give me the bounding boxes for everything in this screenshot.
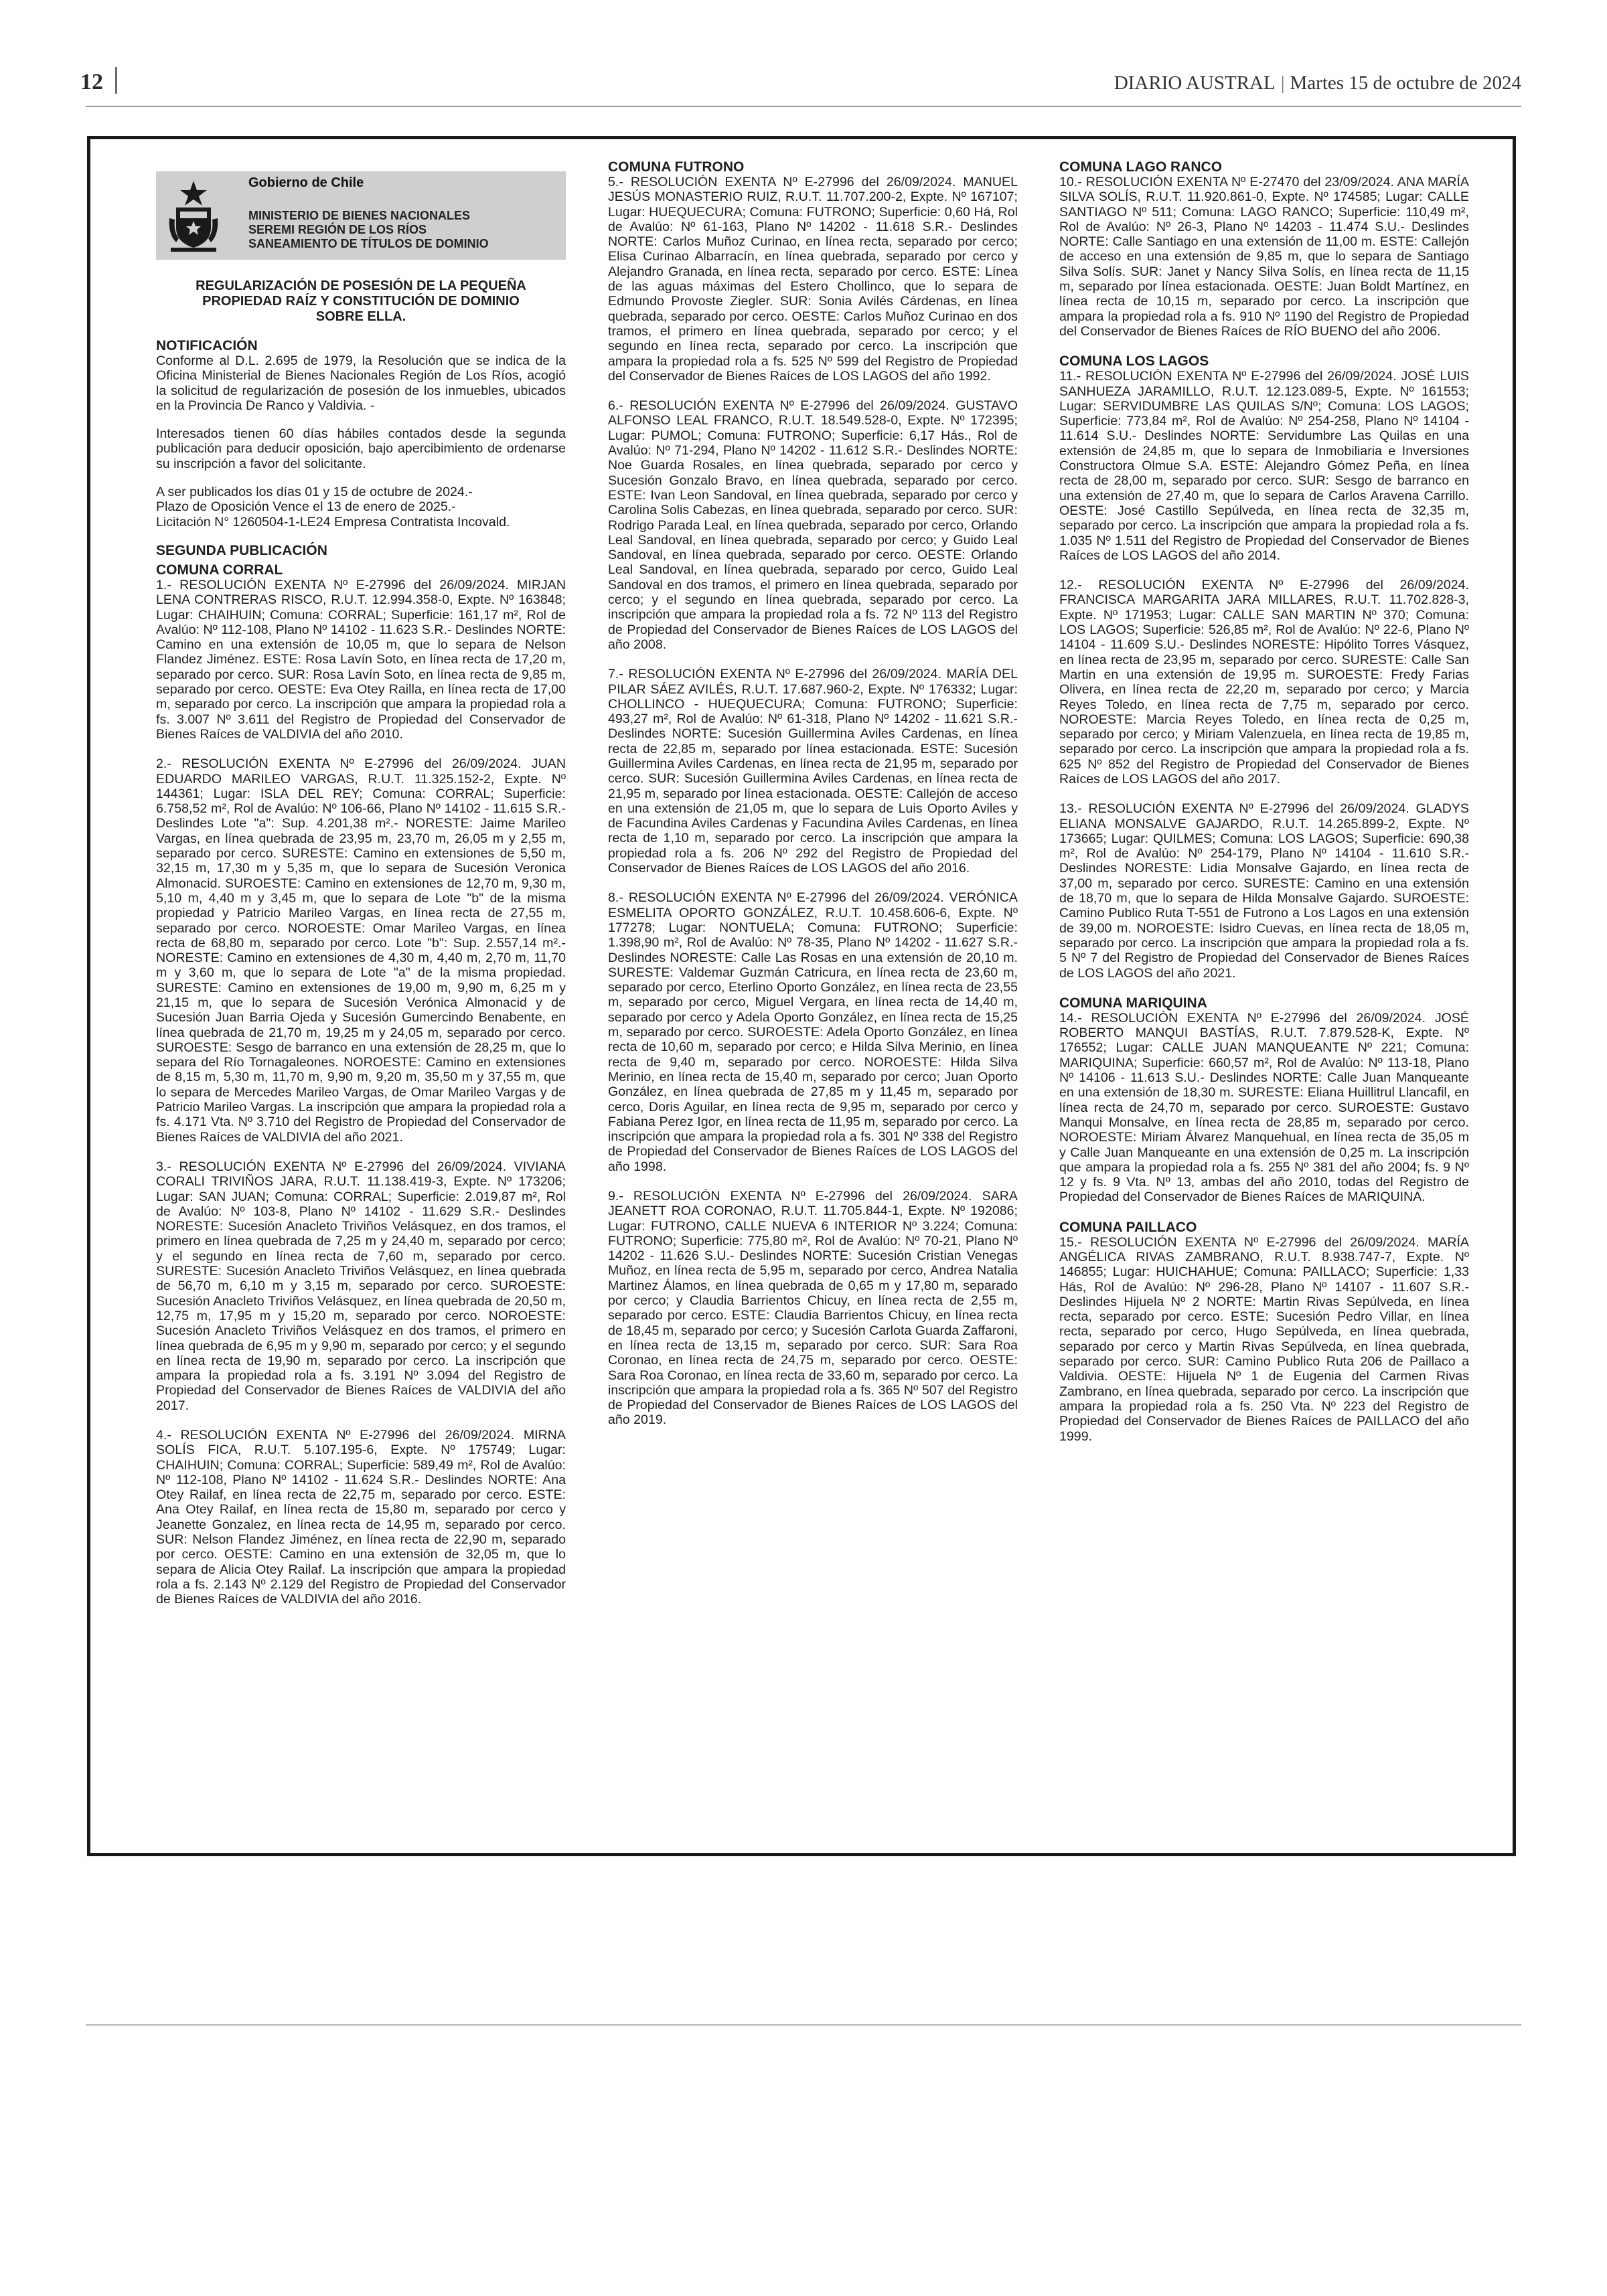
publication-name: DIARIO AUSTRAL xyxy=(1114,72,1276,94)
resolution-entry: 15.- RESOLUCIÓN EXENTA Nº E-27996 del 26/09/2024. MARÍA ANGÉLICA RIVAS ZAMBRANO, R.U.T. 8.938.747-7, Expte. Nº 146855; Lugar: HUICHAHUE; Comuna: PAILLACO; Superficie: 1,33 Hás, Rol de Avalúo: Nº 296-28, Plano Nº 14107 - 11.607 S.R.- Deslindes Hijuela Nº 2 NORTE: Martin Rivas Sepúlveda, en línea recta, separado por cerco. ESTE: Sucesión Pedro Villar, en línea recta, separado por cerco, Hugo Sepúlveda, en línea quebrada, separado por cerco y Martin Rivas Sepúlveda, en línea quebrada, separado por cerco. SUR: Camino Publico Ruta 206 de Paillaco a Valdivia. OESTE: Hijuela Nº 1 de Eugenia del Carmen Rivas Zambrano, en línea quebrada, separado por cerco. La inscripción que ampara la propiedad rola a fs. 250 Vta. Nº 223 del Registro de Propiedad del Conservador de Bienes Raíces de PAILLACO del año 1999. xyxy=(1059,1234,1469,1444)
resolution-entry: 12.- RESOLUCIÓN EXENTA Nº E-27996 del 26/09/2024. FRANCISCA MARGARITA JARA MILLARES, R.U.T. 11.702.828-3, Expte. Nº 171953; Lugar: CALLE SAN MARTIN Nº 370; Comuna: LOS LAGOS; Superficie: 526,85 m², Rol de Avalúo: Nº 22-6, Plano Nº 14104 - 11.609 S.U.- Deslindes NORESTE: Hipólito Torres Vásquez, en línea recta de 23,95 m, separado por cerco. SURESTE: Calle San Martin en una extensión de 19,95 m. SUROESTE: Fredy Farias Olivera, en línea recta de 22,20 m, separado por cerco; y Marcia Reyes Toledo, en línea recta de 7,75 m, separado por cerco. NOROESTE: Marcia Reyes Toledo, en línea recta de 0,25 m, separado por cerco; y Miriam Valenzuela, en línea recta de 19,85 m, separado por cerco. La inscripción que ampara la propiedad rola a fs. 625 Nº 852 del Registro de Propiedad del Conservador de Bienes Raíces de LOS LAGOS del año 2017. xyxy=(1059,578,1469,787)
ministry-name: MINISTERIO DE BIENES NACIONALES xyxy=(248,209,471,222)
column-2-communes xyxy=(608,159,1018,1428)
department-name: SANEAMIENTO DE TÍTULOS DE DOMINIO xyxy=(248,237,489,250)
government-header xyxy=(156,171,566,260)
column-1-communes xyxy=(156,562,566,1607)
ministry-block xyxy=(248,209,556,251)
page-number-divider xyxy=(115,67,117,94)
publication-label: SEGUNDA PUBLICACIÓN xyxy=(156,542,327,558)
notification-heading: NOTIFICACIÓN xyxy=(156,338,258,353)
resolution-entry: 9.- RESOLUCIÓN EXENTA Nº E-27996 del 26/09/2024. SARA JEANETT ROA CORONAO, R.U.T. 11.705.844-1, Expte. Nº 192086; Lugar: FUTRONO, CALLE NUEVA 6 INTERIOR Nº 3.224; Comuna: FUTRONO; Superficie: 775,80 m², Rol de Avalúo: Nº 70-21, Plano Nº 14202 - 11.626 S.U.- Deslindes NORTE: Sucesión Cristian Venegas Muñoz, en línea recta de 5,95 m, separado por cerco, Andrea Natalia Martinez Álamos, en línea quebrada de 0,65 m y 17,80 m, separado por cerco; y Claudia Barrientos Chicuy, en línea recta de 2,55 m, separado por cerco. ESTE: Claudia Barrientos Chicuy, en línea recta de 18,45 m, separado por cerco; y Sucesión Carlota Guarda Zaffaroni, en línea recta de 13,15 m, separado por cerco. SUR: Sara Roa Coronao, en línea recta de 24,75 m, separado por cerco. OESTE: Sara Roa Coronao, en línea recta de 33,60 m, separado por cerco. La inscripción que ampara la propiedad rola a fs. 365 Nº 507 del Registro de Propiedad del Conservador de Bienes Raíces de LOS LAGOS del año 2019. xyxy=(608,1189,1018,1428)
resolution-entry: 3.- RESOLUCIÓN EXENTA Nº E-27996 del 26/09/2024. VIVIANA CORALI TRIVIÑOS JARA, R.U.T. 11.138.419-3, Expte. Nº 173206; Lugar: SAN JUAN; Comuna: CORRAL; Superficie: 2.019,87 m², Rol de Avalúo: Nº 103-8, Plano Nº 14102 - 11.629 S.R.- Deslindes NORESTE: Sucesión Anacleto Triviños Velásquez, en dos tramos, el primero en línea quebrada de 7,25 m y 24,40 m, separado por cerco; y el segundo en línea recta de 7,60 m, separado por cerco. SURESTE: Sucesión Anacleto Triviños Velásquez, en línea quebrada de 56,70 m, 6,10 m y 3,15 m, separado por cerco. SUROESTE: Sucesión Anacleto Triviños Velásquez, en línea quebrada de 20,50 m, 12,75 m, 17,95 m y 15,20 m, separado por cerco. NOROESTE: Sucesión Anacleto Triviños Velásquez en dos tramos, el primero en línea quebrada de 6,95 m y 9,90 m, separado por cerco; y el segundo en línea recta de 19,90 m, separado por cerco. La inscripción que ampara la propiedad rola a fs. 3.191 Nº 3.094 del Registro de Propiedad del Conservador de Bienes Raíces de VALDIVIA del año 2017. xyxy=(156,1159,566,1413)
notice-column-1 xyxy=(156,171,566,1622)
footer-rule xyxy=(86,2024,1521,2026)
commune-heading: COMUNA CORRAL xyxy=(156,562,283,578)
header-rule xyxy=(86,106,1521,107)
column-3-communes xyxy=(1059,159,1469,1444)
commune-heading: COMUNA LAGO RANCO xyxy=(1059,159,1223,175)
resolution-entry: 6.- RESOLUCIÓN EXENTA Nº E-27996 del 26/09/2024. GUSTAVO ALFONSO LEAL FRANCO, R.U.T. 18.549.528-0, Expte. Nº 172395; Lugar: PUMOL; Comuna: FUTRONO; Superficie: 6,17 Hás., Rol de Avalúo: Nº 71-294, Plano Nº 14202 - 11.612 S.R.- Deslindes NORTE: Noe Guarda Rosales, en línea quebrada, separado por cerco y Sucesión Gonzalo Bravo, en línea quebrada, separado por cerco. ESTE: Ivan Leon Sandoval, en línea quebrada, separado por cerco y Carolina Solis Cabezas, en línea quebrada, separado por cerco. SUR: Rodrigo Parada Leal, en línea quebrada, separado por cerco, Orlando Leal Sandoval, en línea quebrada, separado por cerco; y Guido Leal Sandoval, en línea quebrada, separado por cerco. OESTE: Orlando Leal Sandoval, en línea quebrada, separado por cerco, Guido Leal Sandoval en dos tramos, el primero en línea quebrada, separado por cerco; y el segundo en línea quebrada, separado por cerco. La inscripción que ampara la propiedad rola a fs. 72 Nº 113 del Registro de Propiedad del Conservador de Bienes Raíces de LOS LAGOS del año 2008. xyxy=(608,398,1018,652)
resolution-entry: 7.- RESOLUCIÓN EXENTA Nº E-27996 del 26/09/2024. MARÍA DEL PILAR SÁEZ AVILÉS, R.U.T. 17.687.960-2, Expte. Nº 176332; Lugar: CHOLLINCO - HUEQUECURA; Comuna: FUTRONO; Superficie: 493,27 m², Rol de Avalúo: Nº 61-318, Plano Nº 14202 - 11.621 S.R.- Deslindes NORTE: Sucesión Guillermina Aviles Cardenas, en línea recta de 22,85 m, separado por línea estacionada. ESTE: Sucesión Guillermina Aviles Cardenas, en línea recta de 21,95 m, separado por cerco. SUR: Sucesión Guillermina Aviles Cardenas, en línea recta de 21,95 m, separado por línea estacionada. OESTE: Callejón de acceso en una extensión de 21,05 m, que lo separa de Luis Oporto Aviles y de Facundina Aviles Cardenas y Facundina Aviles Cardenas, en línea recta de 1,10 m, separado por cerco. La inscripción que ampara la propiedad rola a fs. 206 Nº 292 del Registro de Propiedad del Conservador de Bienes Raíces de LOS LAGOS del año 2016. xyxy=(608,667,1018,876)
legal-notice-box xyxy=(87,136,1516,1856)
notification-text: Conforme al D.L. 2.695 de 1979, la Resolución que se indica de la Oficina Ministerial de Bienes Nacionales Región de Los Ríos, acogió la solicitud de regularización de posesión de los inmuebles, ubicados en la Provincia De Ranco y Valdivia. - xyxy=(156,353,566,413)
resolution-entry: 13.- RESOLUCIÓN EXENTA Nº E-27996 del 26/09/2024. GLADYS ELIANA MONSALVE GAJARDO, R.U.T. 14.265.899-2, Expte. Nº 173665; Lugar: QUILMES; Comuna: LOS LAGOS; Superficie: 690,38 m², Rol de Avalúo: Nº 254-179, Plano Nº 14104 - 11.610 S.R.- Deslindes NORESTE: Lidia Monsalve Gajardo, en línea recta de 37,00 m, separado por cerco. SURESTE: Camino en una extensión de 18,70 m, que lo separa de Hilda Monsalve Gajardo. SUROESTE: Camino Publico Ruta T-551 de Futrono a Los Lagos en una extensión de 39,00 m. NOROESTE: Isidro Cuevas, en línea recta de 18,05 m, separado por cerco. La inscripción que ampara la propiedad rola a fs. 5 Nº 7 del Registro de Propiedad del Conservador de Bienes Raíces de LOS LAGOS del año 2021. xyxy=(1059,801,1469,981)
resolution-entry: 5.- RESOLUCIÓN EXENTA Nº E-27996 del 26/09/2024. MANUEL JESÚS MONASTERIO RUIZ, R.U.T. 11.707.200-2, Expte. Nº 167107; Lugar: HUEQUECURA; Comuna: FUTRONO; Superficie: 0,60 Há, Rol de Avalúo: Nº 61-163, Plano Nº 14202 - 11.618 S.R.- Deslindes NORTE: Carlos Muñoz Curinao, en línea recta, separado por cerco; Elisa Curinao Albarracín, en línea quebrada, separado por cerco y Alejandro Granada, en línea recta, separado por cerco. ESTE: Línea de las aguas máximas del Estero Chollinco, que lo separa de Edmundo Provoste Ziegler. SUR: Sonia Avilés Cárdenas, en línea quebrada, separado por cerco. OESTE: Carlos Muñoz Curinao en dos tramos, el primero en línea quebrada, separado por cerco; y el segundo en línea recta, separado por cerco. La inscripción que ampara la propiedad rola a fs. 525 Nº 599 del Registro de Propiedad del Conservador de Bienes Raíces de LOS LAGOS del año 1992. xyxy=(608,175,1018,384)
resolution-entry: 14.- RESOLUCIÓN EXENTA Nº E-27996 del 26/09/2024. JOSÉ ROBERTO MANQUI BASTÍAS, R.U.T. 7.879.528-K, Expte. Nº 176552; Lugar: CALLE JUAN MANQUEANTE Nº 221; Comuna: MARIQUINA; Superficie: 660,57 m², Rol de Avalúo: Nº 113-18, Plano Nº 14106 - 11.613 S.U.- Deslindes NORTE: Calle Juan Manqueante en una extensión de 18,30 m. SURESTE: Eliana Huillitrul Llancafil, en línea recta de 24,70 m, separado por cerco. SUROESTE: Gustavo Manqui Monsalve, en línea recta de 28,85 m, separado por cerco. NOROESTE: Miriam Álvarez Manquehual, en línea recta de 35,05 m y Calle Juan Manqueante en una extensión de 0,25 m. La inscripción que ampara la propiedad rola a fs. 255 Nº 381 del año 2004; fs. 9 Nº 12 y fs. 9 Vta. Nº 13, ambas del año 2010, todas del Registro de Propiedad del Conservador de Bienes Raíces de MARIQUINA. xyxy=(1059,1010,1469,1205)
tender-reference: Licitación N° 1260504-1-LE24 Empresa Contratista Incovald. xyxy=(156,514,510,529)
commune-heading: COMUNA MARIQUINA xyxy=(1059,995,1207,1011)
commune-heading: COMUNA LOS LAGOS xyxy=(1059,353,1209,370)
chile-coat-of-arms-icon xyxy=(167,178,220,253)
page-number: 12 xyxy=(80,70,103,94)
resolution-entry: 4.- RESOLUCIÓN EXENTA Nº E-27996 del 26/09/2024. MIRNA SOLÍS FICA, R.U.T. 5.107.195-6, Expte. Nº 175749; Lugar: CHAIHUIN; Comuna: CORRAL; Superficie: 589,49 m², Rol de Avalúo: Nº 112-108, Plano Nº 14102 - 11.624 S.R.- Deslindes NORTE: Ana Otey Railaf, en línea recta de 22,75 m, separado por cerco. ESTE: Ana Otey Railaf, en línea recta de 15,80 m, separado por cerco y Jeanette Gonzalez, en línea recta de 14,95 m, separado por cerco. SUR: Nelson Flandez Jiménez, en línea recta de 22,90 m, separado por cerco. OESTE: Camino en una extensión de 32,05 m, que lo separa de Alicia Otey Railaf. La inscripción que ampara la propiedad rola a fs. 2.143 Nº 2.129 del Registro de Propiedad del Conservador de Bienes Raíces de VALDIVIA del año 2016. xyxy=(156,1428,566,1607)
resolution-entry: 2.- RESOLUCIÓN EXENTA Nº E-27996 del 26/09/2024. JUAN EDUARDO MARILEO VARGAS, R.U.T. 11.325.152-2, Expte. Nº 144361; Lugar: ISLA DEL REY; Comuna: CORRAL; Superficie: 6.758,52 m², Rol de Avalúo: Nº 106-66, Plano Nº 14102 - 11.615 S.R.- Deslindes Lote "a": Sup. 4.201,38 m².- NORESTE: Jaime Marileo Vargas, en línea quebrada de 23,95 m, 23,70 m, 26,05 m y 2,55 m, separado por cerco. SURESTE: Camino en extensiones de 5,50 m, 32,15 m, 17,30 m y 5,35 m, que lo separa de Sucesión Veronica Almonacid. SUROESTE: Camino en extensiones de 12,70 m, 9,30 m, 5,10 m, 4,40 m y 3,45 m, que lo separa de Lote "b" de la misma propiedad y Patricio Marileo Vargas, en línea recta de 27,55 m, separado por cerco. NOROESTE: Omar Marileo Vargas, en línea recta de 68,80 m, separado por cerco. Lote "b": Sup. 2.557,14 m².- NORESTE: Camino en extensiones de 4,30 m, 4,40 m, 2,70 m, 11,70 m y 3,60 m, que lo separa de Lote "a" de la misma propiedad. SURESTE: Camino en extensiones de 19,00 m, 9,90 m, 6,25 m y 21,15 m, que lo separa de Sucesión Verónica Almonacid y de Sucesión Juan Barria Ojeda y Sucesión Gumercindo Benabente, en línea quebrada de 21,70 m, 19,25 m y 24,05 m, separado por cerco. SUROESTE: Sesgo de barranco en una extensión de 28,25 m, que lo separa del Río Tornagaleones. NOROESTE: Camino en extensiones de 8,15 m, 5,30 m, 11,70 m, 9,90 m, 9,20 m, 35,50 m y 37,55 m, que lo separa de Mercedes Marileo Vargas, de Omar Marileo Vargas y de Patricio Marileo Vargas. La inscripción que ampara la propiedad rola a fs. 4.171 Vta. Nº 3.710 del Registro de Propiedad del Conservador de Bienes Raíces de VALDIVIA del año 2021. xyxy=(156,756,566,1145)
resolution-entry: 11.- RESOLUCIÓN EXENTA Nº E-27996 del 26/09/2024. JOSÉ LUIS SANHUEZA JARAMILLO, R.U.T. 12.123.089-5, Expte. Nº 161553; Lugar: SERVIDUMBRE LAS QUILAS S/Nº; Comuna: LOS LAGOS; Superficie: 773,84 m², Rol de Avalúo: Nº 254-258, Plano Nº 14104 - 11.614 S.U.- Deslindes NORTE: Servidumbre Las Quilas en una extensión de 24,85 m, que lo separa de Inmobiliaria e Inversiones Constructora Olmue S.A. ESTE: Alejandro Gómez Peña, en línea recta de 28,00 m, separado por cerco. SUR: Sesgo de barranco en una extensión de 27,40 m, que lo separa de Carlos Aravena Carrillo. OESTE: José Castillo Sepúlveda, en línea recta de 32,35 m, separado por cerco. La inscripción que ampara la propiedad rola a fs. 1.035 Nº 1.511 del Registro de Propiedad del Conservador de Bienes Raíces de LOS LAGOS del año 2014. xyxy=(1059,369,1469,563)
publication-header xyxy=(1114,72,1521,94)
commune-heading: COMUNA PAILLACO xyxy=(1059,1219,1197,1235)
opposition-deadline: Plazo de Oposición Vence el 13 de enero de 2025.- xyxy=(156,499,456,515)
seremi-name: SEREMI REGIÓN DE LOS RÍOS xyxy=(248,223,427,236)
publication-date: Martes 15 de octubre de 2024 xyxy=(1290,72,1521,94)
resolution-entry: 1.- RESOLUCIÓN EXENTA Nº E-27996 del 26/09/2024. MIRJAN LENA CONTRERAS RISCO, R.U.T. 12.994.358-0, Expte. Nº 163848; Lugar: CHAIHUIN; Comuna: CORRAL; Superficie: 161,17 m², Rol de Avalúo: Nº 112-108, Plano Nº 14102 - 11.623 S.R.- Deslindes NORTE: Camino en una extensión de 10,05 m, que lo separa de Nelson Flandez Jiménez. ESTE: Rosa Lavín Soto, en línea recta de 17,20 m, separado por cerco. SUR: Rosa Lavín Soto, en línea recta de 9,85 m, separado por cerco. OESTE: Eva Otey Railla, en línea recta de 17,00 m, separado por cerco. La inscripción que ampara la propiedad rola a fs. 3.007 Nº 3.611 del Registro de Propiedad del Conservador de Bienes Raíces de VALDIVIA del año 2010. xyxy=(156,577,566,742)
publication-dates: A ser publicados los días 01 y 15 de octubre de 2024.- xyxy=(156,485,473,500)
government-label: Gobierno de Chile xyxy=(248,175,364,190)
resolution-entry: 8.- RESOLUCIÓN EXENTA Nº E-27996 del 26/09/2024. VERÓNICA ESMELITA OPORTO GONZÁLEZ, R.U.T. 10.458.606-6, Expte. Nº 177278; Lugar: NONTUELA; Comuna: FUTRONO; Superficie: 1.398,90 m², Rol de Avalúo: Nº 78-35, Plano Nº 14202 - 11.627 S.R.- Deslindes NORESTE: Calle Las Rosas en una extensión de 20,10 m. SURESTE: Valdemar Guzmán Catricura, en línea recta de 23,60 m, separado por cerco, Eterlino Oporto González, en línea recta de 23,55 m, separado por cerco, Miguel Vergara, en línea recta de 14,40 m, separado por cerco y Adela Oporto González, en línea recta de 15,25 m, separado por cerco. SUROESTE: Adela Oporto González, en línea recta de 10,60 m, separado por cerco; e Hilda Silva Merinio, en línea recta de 9,40 m, separado por cerco. NOROESTE: Hilda Silva Merinio, en línea recta de 15,40 m, separado por cerco; Juan Oporto González, en línea quebrada de 27,85 m y 11,45 m, separado por cerco, Doris Aguilar, en línea recta de 9,95 m, separado por cerco y Fabiana Perez Igor, en línea recta de 11,95 m, separado por cerco. La inscripción que ampara la propiedad rola a fs. 301 Nº 338 del Registro de Propiedad del Conservador de Bienes Raíces de LOS LAGOS del año 1998. xyxy=(608,890,1018,1174)
notice-column-3 xyxy=(1059,159,1469,1459)
notice-title: REGULARIZACIÓN DE POSESIÓN DE LA PEQUEÑA PROPIEDAD RAÍZ Y CONSTITUCIÓN DE DOMINIO SOBRE ELLA. xyxy=(196,278,526,324)
opposition-text: Interesados tienen 60 días hábiles contados desde la segunda publicación para deducir oposición, bajo apercibimiento de ordenarse su inscripción a favor del solicitante. xyxy=(156,426,566,471)
header-separator: | xyxy=(1280,72,1285,94)
resolution-entry: 10.- RESOLUCIÓN EXENTA Nº E-27470 del 23/09/2024. ANA MARÍA SILVA SOLÍS, R.U.T. 11.920.861-0, Expte. Nº 174585; Lugar: CALLE SANTIAGO Nº 511; Comuna: LAGO RANCO; Superficie: 110,49 m², Rol de Avalúo: Nº 26-3, Plano Nº 14203 - 11.474 S.U.- Deslindes NORTE: Calle Santiago en una extensión de 11,00 m. ESTE: Callejón de acceso en una extensión de 9,85 m, que lo separa de Santiago Silva Solís. SUR: Janet y Nancy Silva Solís, en línea recta de 11,15 m, separado por línea estacionada. OESTE: Juan Boldt Martínez, en línea recta de 10,15 m, separado por cerco. La inscripción que ampara la propiedad rola a fs. 910 Nº 1190 del Registro de Propiedad del Conservador de Bienes Raíces de RÍO BUENO del año 2006. xyxy=(1059,175,1469,339)
notice-column-2 xyxy=(608,159,1018,1443)
commune-heading: COMUNA FUTRONO xyxy=(608,159,745,175)
